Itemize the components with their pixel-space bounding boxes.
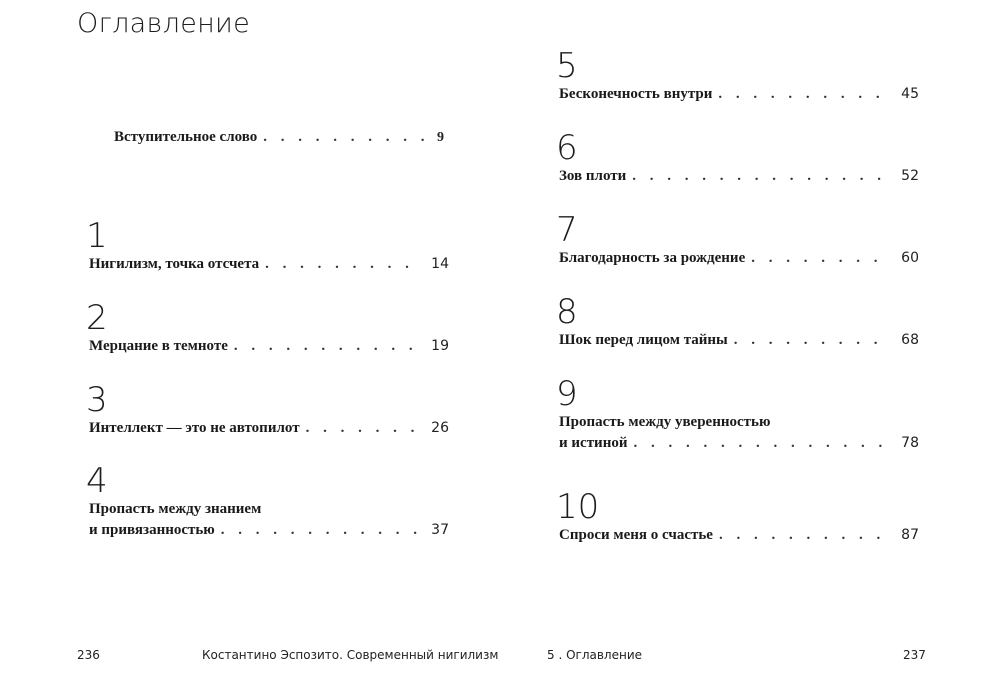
- right-page: [500, 0, 1000, 688]
- toc-entry-title-line2: и привязанностью: [89, 522, 215, 538]
- dot-leader: [263, 127, 428, 148]
- toc-entry-title-line2: и истиной: [559, 435, 628, 451]
- dot-leader: [719, 525, 889, 546]
- toc-entry-title: Спроси меня о счастье: [559, 527, 713, 543]
- toc-entry-chapter-6[interactable]: [556, 128, 919, 187]
- dot-leader: [751, 248, 889, 269]
- toc-entry-page: 78: [901, 435, 919, 451]
- footer-running-head: 5 . Оглавление: [547, 648, 643, 662]
- toc-entry-title-line1: Пропасть между уверенностью: [559, 414, 771, 430]
- footer-page-number: 237: [903, 648, 926, 662]
- toc-entry-chapter-9[interactable]: [556, 374, 919, 454]
- toc-entry-page: 37: [431, 522, 449, 538]
- toc-entry-title-line1: Пропасть между знанием: [89, 501, 262, 517]
- chapter-number: 8: [556, 292, 578, 332]
- dot-leader: [234, 336, 419, 357]
- toc-entry-intro[interactable]: [114, 127, 444, 148]
- dot-leader: [734, 330, 889, 351]
- footer-page-number: 236: [77, 648, 100, 662]
- toc-entry-page: 68: [901, 332, 919, 348]
- toc-entry-title: Вступительное слово: [114, 129, 258, 145]
- toc-entry-page: 9: [437, 130, 444, 145]
- page-title: Оглавление: [77, 8, 251, 39]
- toc-entry-chapter-1[interactable]: [86, 216, 449, 275]
- chapter-number: 7: [556, 210, 578, 250]
- dot-leader: [221, 520, 419, 541]
- chapter-number: 2: [86, 298, 108, 338]
- toc-entry-page: 52: [901, 168, 919, 184]
- toc-entry-chapter-3[interactable]: [86, 380, 449, 439]
- toc-entry-chapter-7[interactable]: [556, 210, 919, 269]
- footer-running-head: Костантино Эспозито. Современный нигилизм: [202, 648, 499, 662]
- dot-leader: [306, 418, 419, 439]
- chapter-number: 3: [86, 380, 108, 420]
- chapter-number: 10: [556, 487, 600, 527]
- toc-entry-chapter-2[interactable]: [86, 298, 449, 357]
- chapter-number: 9: [556, 374, 578, 414]
- toc-entry-page: 26: [431, 420, 449, 436]
- toc-entry-page: 60: [901, 250, 919, 266]
- toc-entry-title: Шок перед лицом тайны: [559, 332, 728, 348]
- toc-entry-page: 45: [901, 86, 919, 102]
- chapter-number: 4: [86, 461, 108, 501]
- toc-entry-title: Мерцание в темноте: [89, 338, 228, 354]
- toc-entry-page: 19: [431, 338, 449, 354]
- toc-entry-title: Бесконечность внутри: [559, 86, 713, 102]
- chapter-number: 1: [86, 216, 108, 256]
- toc-entry-title: Благодарность за рождение: [559, 250, 746, 266]
- toc-entry-page: 87: [901, 527, 919, 543]
- toc-entry-chapter-5[interactable]: [556, 46, 919, 105]
- toc-entry-title: Интеллект — это не автопилот: [89, 420, 300, 436]
- toc-entry-title: Нигилизм, точка отсчета: [89, 256, 260, 272]
- dot-leader: [632, 166, 889, 187]
- chapter-number: 5: [556, 46, 578, 86]
- toc-entry-chapter-10[interactable]: [556, 487, 919, 546]
- toc-entry-chapter-4[interactable]: [86, 461, 449, 541]
- toc-entry-chapter-8[interactable]: [556, 292, 919, 351]
- dot-leader: [265, 254, 419, 275]
- toc-entry-page: 14: [431, 256, 449, 272]
- dot-leader: [634, 433, 890, 454]
- dot-leader: [718, 84, 889, 105]
- chapter-number: 6: [556, 128, 578, 168]
- toc-entry-title: Зов плоти: [559, 168, 627, 184]
